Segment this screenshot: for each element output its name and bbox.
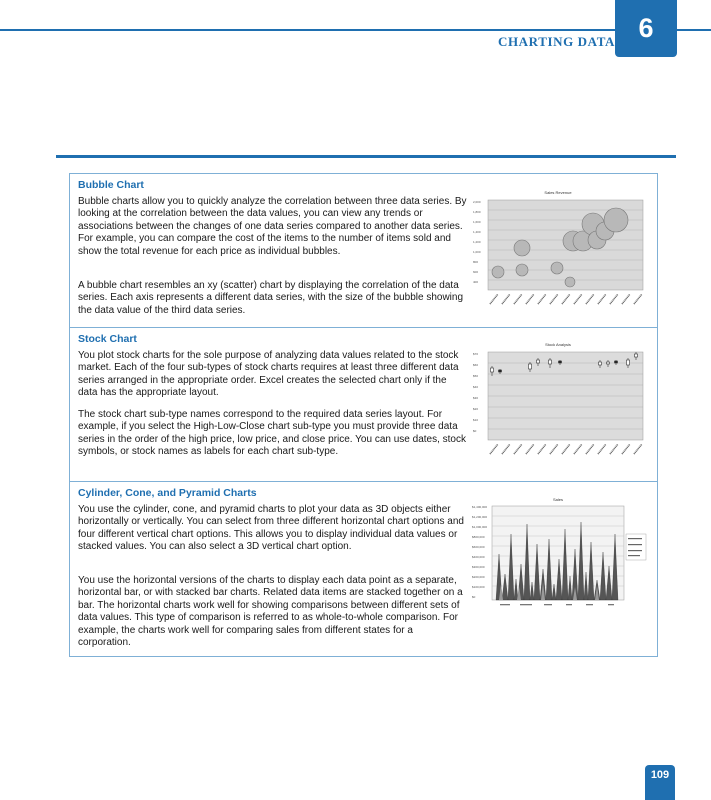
svg-text:$400,000: $400,000 <box>472 555 485 559</box>
svg-text:1,400: 1,400 <box>473 230 481 234</box>
svg-text:$20: $20 <box>473 407 479 411</box>
svg-text:1,600: 1,600 <box>473 220 481 224</box>
bubble-chart-section <box>70 174 657 327</box>
svg-text:$40: $40 <box>473 385 479 389</box>
figure-title: Stock Analysis <box>545 342 571 347</box>
chapter-title: CHARTING DATA <box>497 34 615 49</box>
svg-text:2,000: 2,000 <box>473 200 481 204</box>
svg-text:$30: $30 <box>473 396 479 400</box>
svg-text:$0: $0 <box>473 429 477 433</box>
svg-text:1,000: 1,000 <box>473 250 481 254</box>
paragraph: You use the horizontal versions of the charts to display each data point as a separate, horizontal bar, or with stacked bar charts. Related data items are stacked together on a bar. The horizontal charts work well for showing comparisons between different sets of data values. This type of comparison is referred to as whole-to-whole comparison. For example, the charts work well for comparing sales from different states for a corporation. <box>78 575 463 649</box>
section-heading: Cylinder, Cone, and Pyramid Charts <box>78 487 257 499</box>
svg-text:$300,000: $300,000 <box>472 565 485 569</box>
paragraph: A bubble chart resembles an xy (scatter) chart by displaying the correlation of the data series. Each axis represents a different data series, with the size of the bubble showing the data value of the third data series. <box>78 280 464 316</box>
section-heading: Bubble Chart <box>78 179 144 191</box>
svg-text:$100,000: $100,000 <box>472 585 485 589</box>
svg-text:$800,000: $800,000 <box>472 535 485 539</box>
chart-types-sidebar <box>69 173 658 657</box>
paragraph: Bubble charts allow you to quickly analyze the correlation between three data series. By looking at the correlation between the data values, you can view any trends or associations between the changes of one data series compared to another data series. For example, you can compare the cost of the items to the number of items sold and show the total revenue for each price as individual bubbles. <box>78 196 467 257</box>
svg-text:$1,000,000: $1,000,000 <box>472 525 488 529</box>
svg-text:800: 800 <box>473 260 479 264</box>
svg-text:$10: $10 <box>473 418 479 422</box>
page-number-tab: 109 <box>645 765 675 800</box>
svg-text:1,800: 1,800 <box>473 210 481 214</box>
svg-text:$1,400,000: $1,400,000 <box>472 505 488 509</box>
bubble-chart-figure <box>470 186 648 314</box>
svg-text:600: 600 <box>473 270 479 274</box>
cylinder-cone-pyramid-section <box>70 481 657 656</box>
svg-text:$1,200,000: $1,200,000 <box>472 515 488 519</box>
paragraph: You plot stock charts for the sole purpose of analyzing data values related to the stock market. Each of the four sub-types of stock charts requires at least three different data series arranged in the appropriate order. Excel creates the selected chart only if the data has the appropriate layout. <box>78 350 459 399</box>
paragraph: You use the cylinder, cone, and pyramid charts to plot your data as 3D objects either horizontally or vertically. You can select from three different horizontal chart options and four different vertical chart options. This allows you to display individual data values or stacked values. You can also select a 3D vertical chart option. <box>78 504 464 553</box>
section-heading: Stock Chart <box>78 333 137 345</box>
svg-text:$60: $60 <box>473 363 479 367</box>
paragraph: The stock chart sub-type names correspond to the required data series layout. For example, if you select the High-Low-Close chart sub-type you must provide three data series in the order of the high price, low price, and close price. You can use dates, stock symbols, or stock names as labels for each chart sub-type. <box>78 409 466 458</box>
svg-text:$600,000: $600,000 <box>472 545 485 549</box>
section-rule <box>56 155 676 158</box>
svg-text:$50: $50 <box>473 374 479 378</box>
svg-text:$70: $70 <box>473 352 479 356</box>
svg-text:$0: $0 <box>472 595 476 599</box>
figure-title: Sales Revenue <box>544 190 572 195</box>
stock-chart-section <box>70 327 657 481</box>
stock-chart-figure <box>470 338 648 462</box>
figure-title: Sales <box>552 497 564 502</box>
header-rule <box>0 29 711 31</box>
svg-text:$200,000: $200,000 <box>472 575 485 579</box>
sales-chart-figure <box>470 494 648 612</box>
svg-text:1,200: 1,200 <box>473 240 481 244</box>
chapter-number-tab: 6 <box>615 0 677 57</box>
svg-text:400: 400 <box>473 280 479 284</box>
